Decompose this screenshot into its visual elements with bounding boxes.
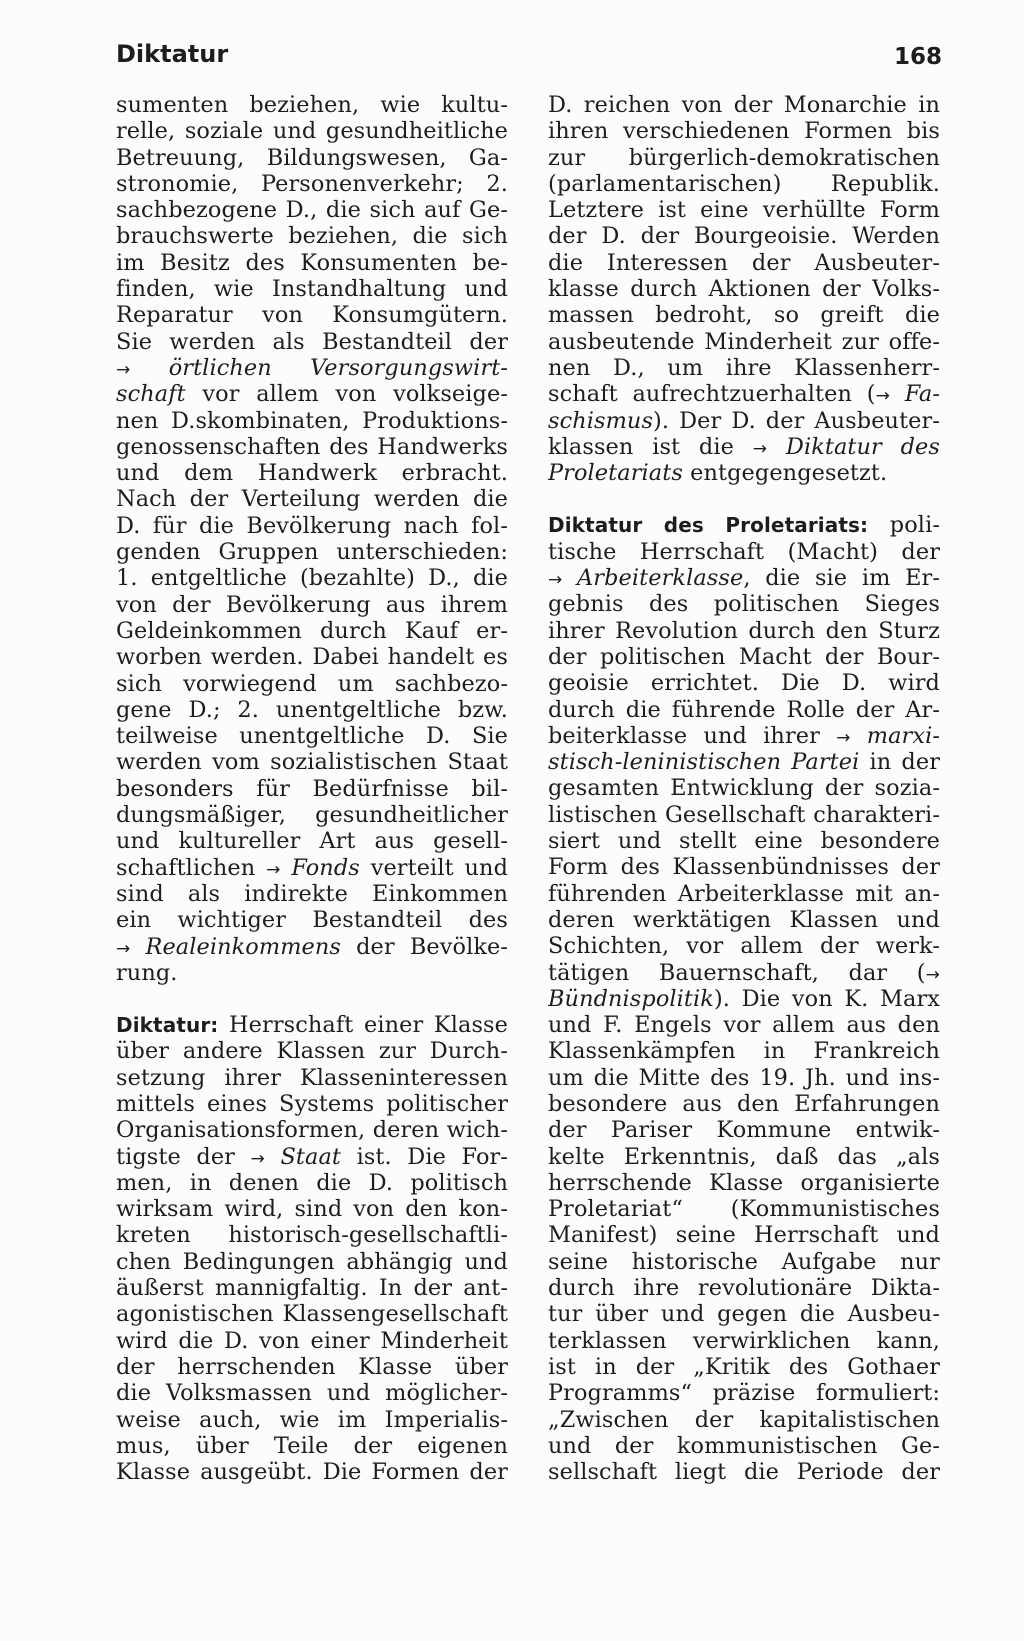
entry-headword: Diktatur des Proletariats: (548, 513, 869, 538)
text-line: tische Herrschaft (Macht) der (548, 538, 940, 565)
cross-reference-link[interactable]: Fonds (291, 854, 360, 881)
text-line: agonistischen Klassengesellschaft (116, 1301, 508, 1328)
text-line: zur bürgerlich-demokratischen (548, 144, 940, 171)
text-line: Klasse ausgeübt. Die Formen der (116, 1459, 508, 1486)
left-column (116, 92, 508, 1485)
text-line: um die Mitte des 19. Jh. und ins- (548, 1064, 940, 1091)
text-line: der politischen Macht der Bour- (548, 643, 940, 670)
text-line: men, in denen die D. politisch (116, 1169, 508, 1196)
text-line: im Besitz des Konsumenten be- (116, 249, 508, 276)
cross-reference-link[interactable]: örtlichen Versorgungswirt- (168, 354, 508, 381)
right-column (548, 92, 940, 1485)
text-line: rung. (116, 959, 178, 986)
text-fragment: ). Der D. der Ausbeuter- (653, 407, 940, 434)
text-line: Schichten, vor allem der werk- (548, 933, 940, 960)
text-line: D. für die Bevölkerung nach fol- (116, 512, 508, 539)
cross-reference-arrow-icon: → (836, 727, 851, 748)
text-line (548, 565, 940, 591)
text-line: siert und stellt eine besondere (548, 828, 940, 855)
text-fragment: schaft aufrechtzuerhalten ( (548, 381, 876, 408)
text-line: Klassenkämpfen in Frankreich (548, 1038, 940, 1065)
text-line: tur über und gegen die Ausbeu- (548, 1301, 940, 1328)
text-line: worben werden. Dabei handelt es (116, 644, 508, 671)
text-line: sich vorwiegend um sachbezo- (116, 670, 508, 697)
cross-reference-link[interactable]: Bündnispolitik (548, 985, 714, 1012)
text-line (548, 986, 940, 1012)
text-line: gene D.; 2. unentgeltliche bzw. (116, 696, 508, 723)
text-line: führenden Arbeiterklasse mit an- (548, 880, 940, 907)
cross-reference-arrow-icon: → (925, 964, 940, 985)
text-line: sumenten beziehen, wie kultu- (116, 92, 508, 118)
text-line: werden vom sozialistischen Staat (116, 749, 508, 776)
running-head: Diktatur (116, 40, 229, 68)
cross-reference-link[interactable]: Realeinkommens (145, 933, 342, 960)
text-fragment: tigste der (116, 1143, 251, 1170)
text-fragment: der Bevölke- (341, 933, 508, 960)
text-line: besondere aus den Erfahrungen (548, 1090, 940, 1117)
cross-reference-link[interactable]: Arbeiterklasse (562, 565, 744, 592)
cross-reference-arrow-icon: → (752, 438, 768, 459)
text-line: deren werktätigen Klassen und (548, 906, 940, 933)
text-line: dungsmäßiger, gesundheitlicher (116, 802, 508, 829)
text-line: nen D.skombinaten, Produktions- (116, 407, 508, 434)
text-line (116, 1144, 508, 1170)
text-line: besonders für Bedürfnisse bil- (116, 775, 508, 802)
text-line (116, 934, 508, 960)
text-fragment: klassen ist die (548, 433, 753, 460)
entry-separator (116, 986, 508, 1012)
text-line: Reparatur von Konsumgütern. (116, 302, 508, 329)
text-line: terklassen verwirklichen kann, (548, 1327, 940, 1354)
text-fragment: tätigen Bauernschaft, dar ( (548, 959, 926, 986)
text-line: klasse durch Aktionen der Volks- (548, 276, 940, 303)
text-line: Manifest) seine Herrschaft und (548, 1222, 940, 1249)
text-line: Sie werden als Bestandteil der (116, 328, 508, 355)
text-line: die Interessen der Ausbeuter- (548, 249, 940, 276)
text-line (548, 512, 940, 538)
cross-reference-link[interactable]: Diktatur des (767, 433, 940, 460)
text-line: der herrschenden Klasse über (116, 1353, 508, 1380)
text-line: durch ihre revolutionäre Dikta- (548, 1275, 940, 1302)
cross-reference-arrow-icon: → (875, 386, 890, 407)
cross-reference-link[interactable]: marxi- (850, 722, 940, 749)
page-number: 168 (893, 44, 942, 70)
text-line: ein wichtiger Bestandteil des (116, 907, 508, 934)
text-line: und dem Handwerk erbracht. (116, 460, 508, 487)
cross-reference-arrow-icon: → (266, 859, 281, 880)
text-line: mittels eines Systems politischer (116, 1090, 508, 1117)
text-line: und F. Engels vor allem aus den (548, 1012, 940, 1039)
text-line: brauchswerte beziehen, die sich (116, 223, 508, 250)
text-line (548, 960, 940, 986)
text-line: Proletariat“ (Kommunistisches (548, 1196, 940, 1223)
text-line: stronomie, Personenverkehr; 2. (116, 170, 508, 197)
text-line: Form des Klassenbündnisses der (548, 854, 940, 881)
text-line: von der Bevölkerung aus ihrem (116, 591, 508, 618)
text-line: gebnis des politischen Sieges (548, 591, 940, 618)
text-line (548, 723, 940, 749)
text-line: sind als indirekte Einkommen (116, 880, 508, 907)
text-line: massen bedroht, so greift die (548, 302, 940, 329)
text-line: ausbeutende Minderheit zur offe- (548, 328, 940, 355)
text-fragment: poli- (868, 512, 940, 539)
text-line (116, 381, 508, 407)
text-line: sellschaft liegt die Periode der (548, 1459, 940, 1486)
text-fragment: in der (859, 749, 940, 776)
cross-reference-arrow-icon: → (116, 938, 131, 959)
cross-reference-link[interactable]: Fa- (889, 381, 940, 408)
entry-headword: Diktatur: (116, 1013, 219, 1038)
text-line: listischen Gesellschaft charakteri- (548, 801, 940, 828)
text-line: durch die führende Rolle der Ar- (548, 696, 940, 723)
text-line: kelte Erkenntnis, daß das „als (548, 1143, 940, 1170)
text-line: finden, wie Instandhaltung und (116, 276, 508, 303)
text-line: seine historische Aufgabe nur (548, 1248, 940, 1275)
text-line (116, 855, 508, 881)
text-line: geoisie errichtet. Die D. wird (548, 670, 940, 697)
text-line: Nach der Verteilung werden die (116, 486, 508, 513)
cross-reference-link[interactable]: Staat (280, 1143, 342, 1170)
cross-reference-link[interactable]: stisch-leninistischen Partei (548, 749, 860, 776)
text-fragment: , die sie im Er- (743, 565, 940, 592)
cross-reference-link[interactable]: schaft (116, 381, 186, 408)
text-line: D. reichen von der Monarchie in (548, 92, 940, 118)
text-line: wirksam wird, sind von den kon- (116, 1196, 508, 1223)
text-line: genossenschaften des Handwerks (116, 433, 508, 460)
text-line: der Pariser Kommune entwik- (548, 1117, 940, 1144)
text-line: teilweise unentgeltliche D. Sie (116, 723, 508, 750)
cross-reference-arrow-icon: → (116, 359, 131, 380)
text-line: ihrer Revolution durch den Sturz (548, 617, 940, 644)
text-line: genden Gruppen unterschieden: (116, 539, 508, 566)
text-line (548, 434, 940, 460)
text-line: Programms“ präzise formuliert: (548, 1380, 940, 1407)
text-line: und kultureller Art aus gesell- (116, 828, 508, 855)
text-line: die Volksmassen und möglicher- (116, 1380, 508, 1407)
text-fragment: Herrschaft einer Klasse (229, 1012, 508, 1039)
cross-reference-arrow-icon: → (548, 570, 563, 591)
text-line (116, 355, 508, 381)
text-line: „Zwischen der kapitalistischen (548, 1406, 940, 1433)
text-line (548, 460, 940, 486)
text-fragment: verteilt und (359, 854, 508, 881)
text-line: Betreuung, Bildungswesen, Ga- (116, 144, 508, 171)
text-fragment: beiterklasse und ihrer (548, 722, 837, 749)
text-line: ihren verschiedenen Formen bis (548, 118, 940, 145)
cross-reference-link[interactable]: Proletariats (548, 460, 683, 487)
cross-reference-arrow-icon: → (250, 1148, 265, 1169)
text-fragment: ist. Die For- (341, 1143, 508, 1170)
text-line: mus, über Teile der eigenen (116, 1432, 508, 1459)
text-line: setzung ihrer Klasseninteressen (116, 1064, 508, 1091)
text-line (116, 1012, 508, 1038)
text-line: ist in der „Kritik des Gothaer (548, 1353, 940, 1380)
text-fragment: schaftlichen (116, 854, 267, 881)
text-line: äußerst mannigfaltig. In der ant- (116, 1275, 508, 1302)
text-line: kreten historisch-gesellschaftli- (116, 1222, 508, 1249)
text-line: der D. der Bourgeoisie. Werden (548, 223, 940, 250)
text-line: Letztere ist eine verhüllte Form (548, 197, 940, 224)
text-line: herrschende Klasse organisierte (548, 1169, 940, 1196)
text-line: chen Bedingungen abhängig und (116, 1248, 508, 1275)
text-line: (parlamentarischen) Republik. (548, 170, 940, 197)
text-line (548, 381, 940, 407)
text-line: gesamten Entwicklung der sozia- (548, 775, 940, 802)
text-line: wird die D. von einer Minderheit (116, 1327, 508, 1354)
text-fragment: vor allem von volkseige- (185, 381, 508, 408)
text-line (548, 408, 940, 434)
text-line: sachbezogene D., die sich auf Ge- (116, 197, 508, 224)
cross-reference-link[interactable]: schismus (548, 407, 654, 434)
text-line: Geldeinkommen durch Kauf er- (116, 617, 508, 644)
text-line: über andere Klassen zur Durch- (116, 1038, 508, 1065)
text-fragment: entgegengesetzt. (682, 460, 888, 487)
text-line: Organisationsformen, deren wich- (116, 1117, 508, 1144)
text-line (548, 749, 940, 775)
text-line: weise auch, wie im Imperialis- (116, 1406, 508, 1433)
text-line: nen D., um ihre Klassenherr- (548, 354, 940, 381)
text-fragment: ). Die von K. Marx (713, 985, 940, 1012)
entry-separator (548, 486, 940, 512)
text-line: relle, soziale und gesundheitliche (116, 118, 508, 145)
text-line: und der kommunistischen Ge- (548, 1432, 940, 1459)
text-line: 1. entgeltliche (bezahlte) D., die (116, 565, 508, 592)
